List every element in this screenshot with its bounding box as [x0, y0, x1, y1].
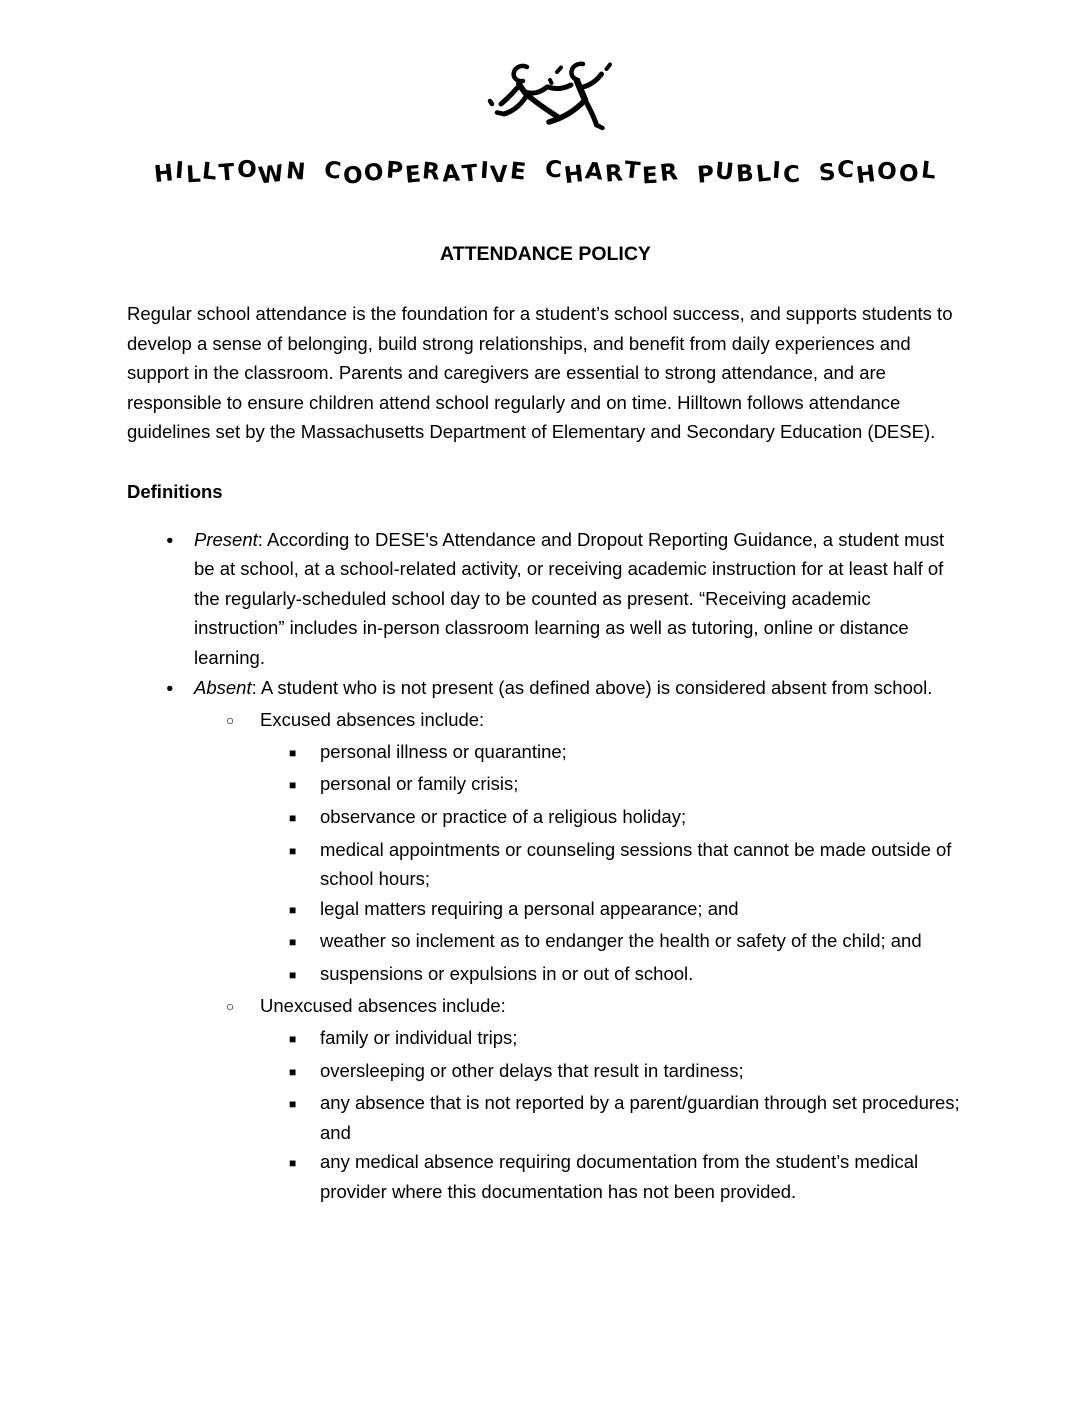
unexcused-item: ■ any absence that is not reported by a parent/guardian through set procedures; and [289, 1088, 964, 1147]
disc-bullet-icon [166, 525, 194, 558]
excused-item: ■ legal matters requiring a personal appearance; and [289, 894, 964, 927]
square-bullet-icon [289, 835, 320, 868]
square-bullet-icon [289, 769, 320, 802]
definition-term: Present [194, 528, 258, 550]
excused-absences-label: ○ Excused absences include: [226, 705, 964, 737]
square-bullet-icon [289, 926, 320, 959]
square-bullet-icon [289, 1056, 320, 1089]
definition-item-absent [166, 673, 964, 706]
unexcused-item: ■ family or individual trips; [289, 1023, 964, 1056]
excused-item: ■ weather so inclement as to endanger the health or safety of the child; and [289, 926, 964, 959]
unexcused-item: ■ oversleeping or other delays that result in tardiness; [289, 1056, 964, 1089]
excused-item: ■ personal or family crisis; [289, 769, 964, 802]
square-bullet-icon [289, 959, 320, 992]
square-bullet-icon [289, 1023, 320, 1056]
intro-paragraph: Regular school attendance is the foundation for a student’s school success, and supports students to develop a sense of belonging, build strong relationships, and benefit from daily experiences and support in the classroom. Parents and caregivers are essential to strong attendance, and are responsible to ensure children attend school regularly and on time. Hilltown follows attendance guidelines set by the Massachusetts Department of Elementary and Secondary Education (DESE). [127, 303, 953, 443]
definition-text [194, 525, 964, 673]
unexcused-item: ■ any medical absence requiring documentation from the student’s medical provider where this documentation has not been provided. [289, 1147, 964, 1206]
square-bullet-icon [289, 1088, 320, 1121]
running-children-logo-icon [470, 52, 622, 152]
square-bullet-icon [289, 894, 320, 927]
excused-item: ■ personal illness or quarantine; [289, 737, 964, 770]
excused-item: ■ observance or practice of a religious holiday; [289, 802, 964, 835]
logo-container [127, 52, 964, 140]
school-name: HILLTOWN COOPERATIVE CHARTER PUBLIC SCHOOL [152, 156, 939, 190]
definitions-heading: Definitions [127, 480, 223, 502]
definition-body: : A student who is not present (as defined above) is considered absent from school. [251, 676, 933, 698]
definition-term: Absent [194, 676, 252, 698]
square-bullet-icon [289, 802, 320, 835]
definition-item-present [166, 525, 964, 673]
unexcused-absences-label: ○ Unexcused absences include: [226, 991, 964, 1023]
excused-item: ■ medical appointments or counseling sessions that cannot be made outside of school hours; [289, 835, 964, 894]
definition-body: : According to DESE's Attendance and Dropout Reporting Guidance, a student must be at school, at a school-related activity, or receiving academic instruction for at least half of the regularly-scheduled school day to be counted as present. “Receiving academic instruction” includes in-person classroom learning as well as tutoring, online or distance learning. [194, 528, 945, 668]
circle-bullet-icon [226, 991, 260, 1023]
square-bullet-icon [289, 1147, 320, 1180]
page-title: ATTENDANCE POLICY [440, 243, 651, 265]
circle-bullet-icon [226, 705, 260, 737]
disc-bullet-icon [166, 673, 194, 706]
excused-item: ■ suspensions or expulsions in or out of school. [289, 959, 964, 992]
definitions-list [127, 525, 964, 1207]
square-bullet-icon [289, 737, 320, 770]
definition-text [194, 673, 964, 703]
